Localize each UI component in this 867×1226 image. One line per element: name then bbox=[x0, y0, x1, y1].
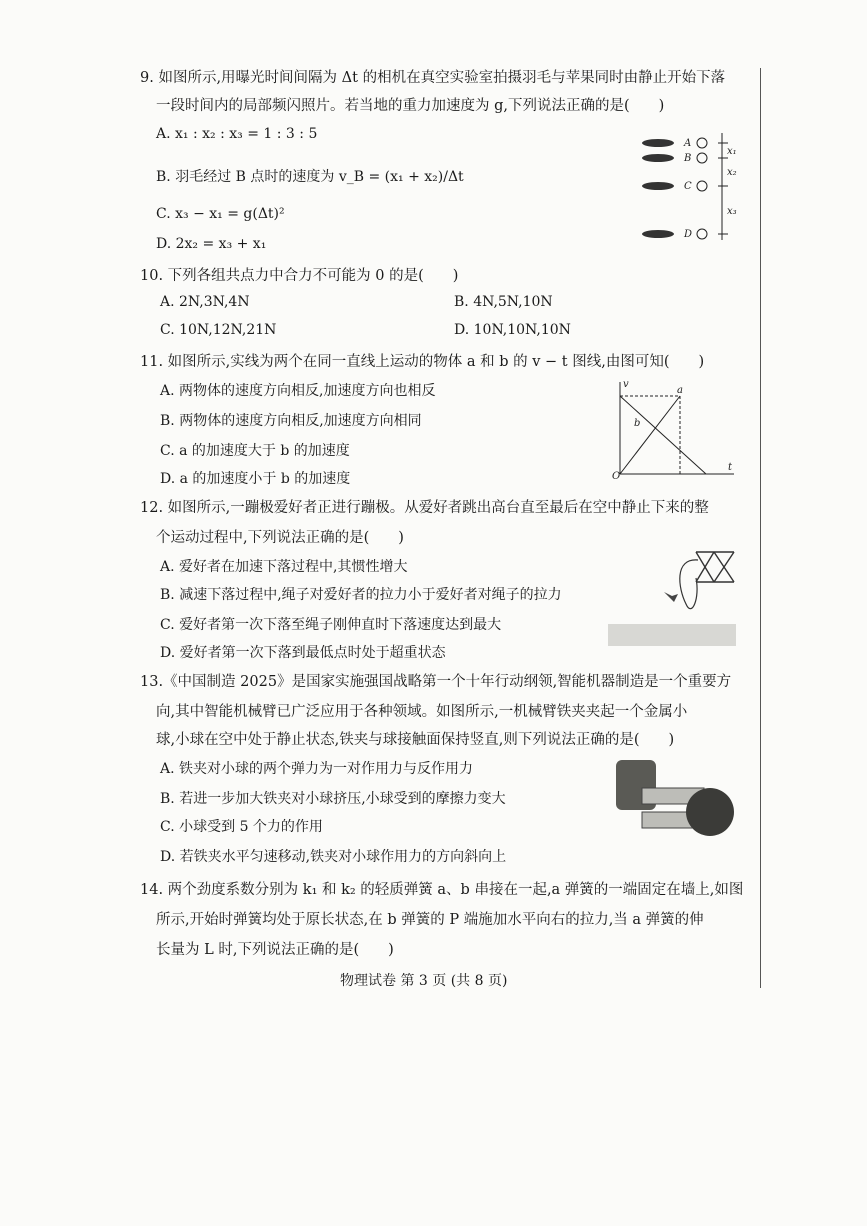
q13-stem-line1: 13.《中国制造 2025》是国家实施强国战略第一个十年行动纲领,智能机器制造是一个重要方 bbox=[140, 674, 732, 690]
q12-option-a: A. 爱好者在加速下落过程中,其惯性增大 bbox=[160, 559, 408, 575]
q11-stem: 11. 如图所示,实线为两个在同一直线上运动的物体 a 和 b 的 v − t 图线,由图可知( ) bbox=[140, 354, 705, 370]
q12-option-d: D. 爱好者第一次下落到最低点时处于超重状态 bbox=[160, 645, 446, 661]
metal-ball bbox=[686, 788, 734, 836]
q10-option-a: A. 2N,3N,4N bbox=[160, 294, 250, 310]
ground bbox=[608, 624, 736, 646]
apple-icons bbox=[697, 138, 707, 239]
q9-strobe-figure bbox=[636, 128, 746, 248]
feather-d bbox=[642, 230, 674, 238]
q14-stem-line2: 所示,开始时弹簧均处于原长状态,在 b 弹簧的 P 端施加水平向右的拉力,当 a 弹簧的伸 bbox=[156, 912, 704, 928]
q11-option-d: D. a 的加速度小于 b 的加速度 bbox=[160, 471, 351, 487]
q13-stem-line3: 球,小球在空中处于静止状态,铁夹与球接触面保持竖直,则下列说法正确的是( ) bbox=[156, 732, 675, 748]
q11-option-c: C. a 的加速度大于 b 的加速度 bbox=[160, 443, 350, 459]
jumper bbox=[664, 592, 678, 602]
q10-option-b: B. 4N,5N,10N bbox=[454, 294, 553, 310]
bungee-cord bbox=[680, 560, 698, 609]
feather-c bbox=[642, 182, 674, 190]
q10-option-d: D. 10N,10N,10N bbox=[454, 322, 571, 338]
q10-stem: 10. 下列各组共点力中合力不可能为 0 的是( ) bbox=[140, 268, 459, 284]
q9-option-c: C. x₃ − x₁ = g(Δt)² bbox=[156, 206, 285, 222]
q9-stem-line1: 9. 如图所示,用曝光时间间隔为 Δt 的相机在真空实验室拍摄羽毛与苹果同时由静止开始下落 bbox=[140, 70, 726, 86]
label-b: b bbox=[634, 418, 641, 429]
line-a bbox=[620, 396, 680, 474]
q13-option-a: A. 铁夹对小球的两个弹力为一对作用力与反作用力 bbox=[160, 761, 474, 777]
q12-option-c: C. 爱好者第一次下落至绳子刚伸直时下落速度达到最大 bbox=[160, 617, 502, 633]
line-b bbox=[620, 396, 706, 474]
q11-option-b: B. 两物体的速度方向相反,加速度方向相同 bbox=[160, 413, 422, 429]
q12-bungee-photo bbox=[608, 548, 736, 646]
q13-robot-arm-photo bbox=[612, 754, 738, 850]
label-a: A bbox=[684, 138, 692, 149]
q13-option-c: C. 小球受到 5 个力的作用 bbox=[160, 819, 323, 835]
label-a: a bbox=[677, 385, 683, 396]
label-b: B bbox=[684, 153, 692, 164]
q9-option-a: A. x₁ : x₂ : x₃ = 1 : 3 : 5 bbox=[156, 126, 318, 142]
right-margin-rule bbox=[760, 68, 761, 988]
q9-option-b: B. 羽毛经过 B 点时的速度为 v_B = (x₁ + x₂)/Δt bbox=[156, 169, 464, 185]
label-o: O bbox=[612, 471, 621, 480]
label-x3: x₃ bbox=[727, 206, 737, 217]
q14-stem-line1: 14. 两个劲度系数分别为 k₁ 和 k₂ 的轻质弹簧 a、b 串接在一起,a 弹簧的一端固定在墙上,如图 bbox=[140, 882, 744, 898]
q11-vt-graph bbox=[610, 378, 740, 480]
label-d: D bbox=[684, 229, 693, 240]
page-footer: 物理试卷 第 3 页 (共 8 页) bbox=[340, 973, 508, 989]
q13-option-d: D. 若铁夹水平匀速移动,铁夹对小球作用力的方向斜向上 bbox=[160, 849, 507, 865]
feather-b bbox=[642, 154, 674, 162]
label-t: t bbox=[728, 462, 733, 473]
q13-stem-line2: 向,其中智能机械臂已广泛应用于各种领域。如图所示,一机械臂铁夹夹起一个金属小 bbox=[156, 704, 688, 720]
q9-option-d: D. 2x₂ = x₃ + x₁ bbox=[156, 236, 267, 252]
bridge-truss bbox=[696, 552, 734, 582]
q10-option-c: C. 10N,12N,21N bbox=[160, 322, 277, 338]
q13-option-b: B. 若进一步加大铁夹对小球挤压,小球受到的摩擦力变大 bbox=[160, 791, 506, 807]
q11-option-a: A. 两物体的速度方向相反,加速度方向也相反 bbox=[160, 383, 436, 399]
q9-stem-line2: 一段时间内的局部频闪照片。若当地的重力加速度为 g,下列说法正确的是( ) bbox=[156, 98, 665, 114]
q12-option-b: B. 减速下落过程中,绳子对爱好者的拉力小于爱好者对绳子的拉力 bbox=[160, 587, 562, 603]
label-v: v bbox=[623, 379, 629, 390]
label-x1: x₁ bbox=[727, 146, 737, 157]
q12-stem-line2: 个运动过程中,下列说法正确的是( ) bbox=[156, 530, 404, 546]
label-c: C bbox=[684, 181, 692, 192]
q12-stem-line1: 12. 如图所示,一蹦极爱好者正进行蹦极。从爱好者跳出高台直至最后在空中静止下来的整 bbox=[140, 500, 709, 516]
q14-stem-line3: 长量为 L 时,下列说法正确的是( ) bbox=[156, 942, 394, 958]
feather-a bbox=[642, 139, 674, 147]
label-x2: x₂ bbox=[727, 167, 737, 178]
